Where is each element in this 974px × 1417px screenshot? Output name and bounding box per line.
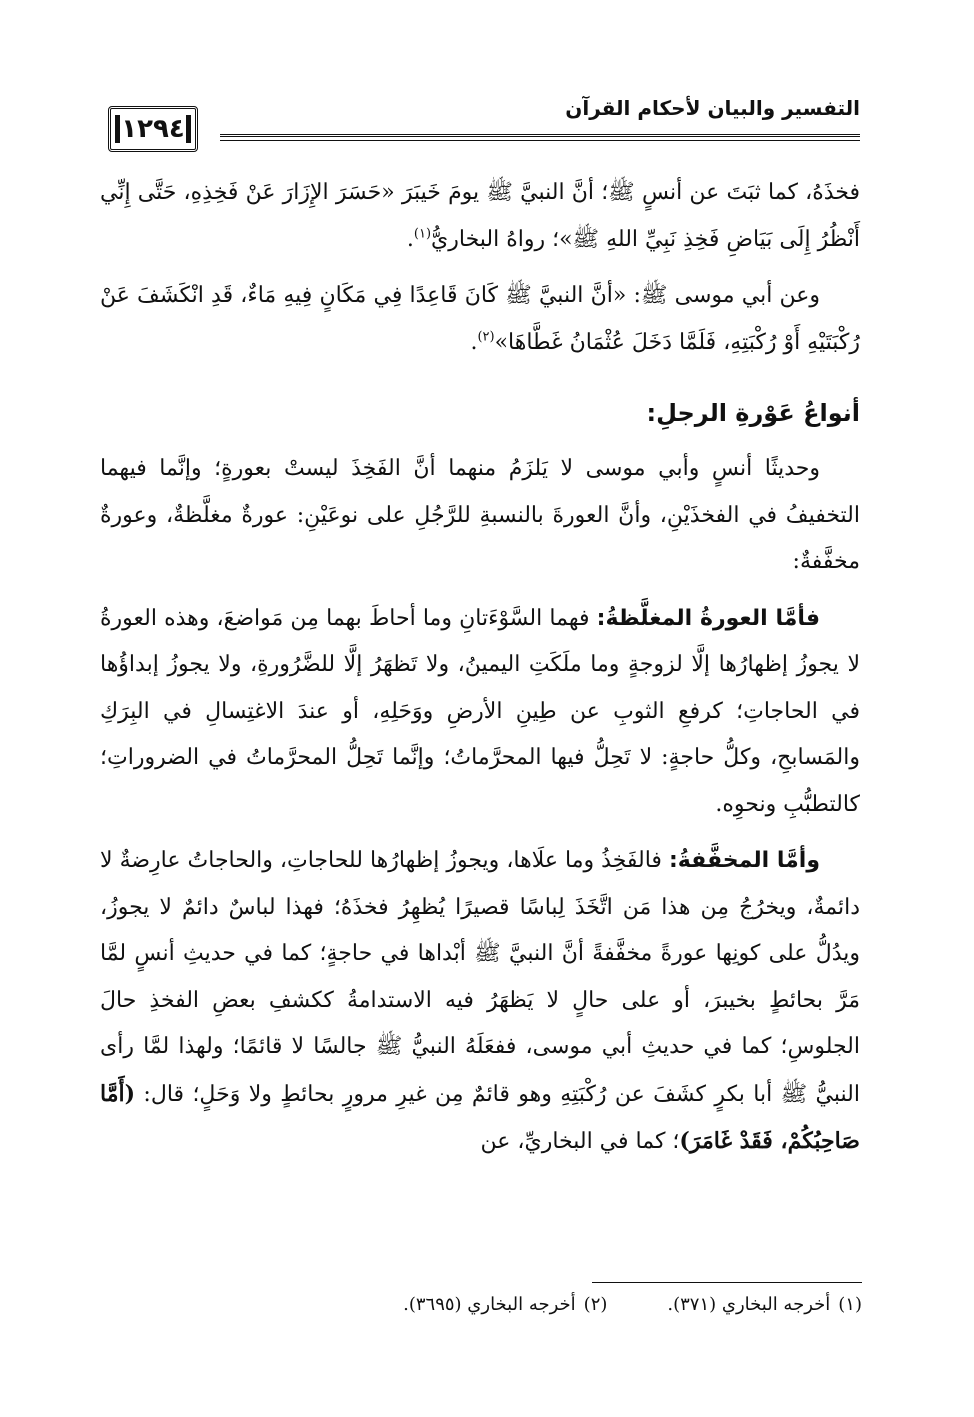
paragraph-tail: . — [406, 226, 414, 252]
paragraph-mughallaza — [100, 596, 860, 829]
paragraph-end: ؛ كما في البخاريِّ، عن — [480, 1129, 680, 1154]
section-heading: أنواعُ عَوْرةِ الرجلِ: — [646, 399, 860, 427]
paragraph-lead: فأمَّا العورةُ المغلَّظةُ: — [596, 605, 820, 631]
footnote-1 — [667, 1290, 862, 1320]
running-header — [108, 96, 860, 166]
paragraph-intro: وحديثًا أنسٍ وأبي موسى لا يَلزَمُ منهما أنَّ الفَخِذَ ليستْ بعورةٍ؛ وإنَّما فيهما التخفيفُ في الفخذَيْنِ، وأنَّ العورةَ بالنسبةِ للرَّجُلِ على نوعَيْنِ: عورةٌ مغلَّظةٌ، وعورةٌ مخفَّفةٌ: — [100, 456, 860, 574]
hadith-quote: (أَمَّا صَاحِبُكُمْ، فَقَدْ غَامَرَ) — [100, 1080, 860, 1154]
footnote-number: (٢) — [583, 1294, 608, 1315]
book-title: التفسير والبيان لأحكام القرآن — [565, 96, 860, 120]
paragraph-mukhaffafa — [100, 838, 860, 1166]
paragraph-lead: وأمَّا المخفَّفةُ: — [668, 848, 820, 873]
paragraph-text: فخذَهُ، كما ثبَتَ عن أنسٍ ﷺ؛ أنَّ النبيَّ ﷺ يومَ خَيبَرَ «حَسَرَ الإِزَارَ عَنْ فَخِذِهِ، حَتَّى إِنِّي أَنْظُرُ إِلَى بَيَاضِ فَخِذِ نَبِيِّ اللهِ ﷺ»؛ رواهُ البخاريُّ — [100, 180, 860, 252]
header-rule — [220, 134, 860, 141]
footnote-ref: (١) — [413, 226, 432, 242]
paragraph-text: فالفَخِذُ وما علَاها، ويجوزُ إظهارُها للحاجاتِ، والحاجاتُ عارِضةٌ لا دائمةٌ، ويخرُجُ مِن هذا مَن اتَّخَذَ لِباسًا قصيرًا يُظهِرُ فخذَهُ؛ فهذا لباسٌ دائمٌ لا يجوزُ، ويدُلُّ على كونِها عورةً مخفَّفةً أنَّ النبيَّ ﷺ أبْداها في حاجةٍ؛ كما في حديثِ أنسٍ لمَّا مَرَّ بحائطٍ بخيبرَ، أو على حالٍ لا يَظهَرُ فيه الاستدامةُ ككشفِ بعضِ الفخذِ حالَ الجلوسِ؛ كما في حديثِ أبي موسى، ففعَلَهُ النبيُّ ﷺ جالسًا لا قائمًا؛ ولهذا لمَّا رأى النبيُّ ﷺ أبا بكرٍ كشَفَ عن رُكْبَتِهِ وهو قائمٌ مِن غيرِ مرورٍ بحائطٍ ولا وَحَلٍ؛ قال: — [100, 848, 860, 1107]
footnote-ref: (٢) — [477, 329, 495, 345]
page-body — [100, 170, 860, 1176]
footnotes — [142, 1290, 862, 1320]
footnote-number: (١) — [838, 1294, 862, 1315]
paragraph-text: وعن أبي موسى ﷺ: «أنَّ النبيَّ ﷺ كَانَ قَاعِدًا فِي مَكَانٍ فِيهِ مَاءٌ، قَدِ انْكَشَفَ عَنْ رُكْبَتَيْهِ أَوْ رُكْبَتِهِ، فَلَمَّا دَخَلَ عُثْمَانُ غَطَّاهَا» — [100, 283, 860, 355]
paragraph-hadith-abu-musa — [100, 273, 860, 366]
footnote-rule — [592, 1282, 862, 1283]
footnote-2 — [403, 1290, 607, 1320]
paragraph-tail: . — [470, 329, 478, 355]
paragraph-hadith-anas — [100, 170, 860, 263]
paragraph-text: فهما السَّوْءَتانِ وما أحاطَ بهما مِن مَواضعَ، وهذه العورةُ لا يجوزُ إظهارُها إلَّا لزوجةٍ وما ملَكَتِ اليمينُ، ولا تَظهَرُ إلَّا للضَّرُورةِ، ولا يجوزُ إبداؤُها في الحاجاتِ؛ كرفعِ الثوبِ عن طِينِ الأرضِ ووَحَلِهِ، أو عندَ الاغتِسالِ في البِرَكِ والمَسابحِ، وكلُّ حاجةٍ: لا تَحِلُّ فيها المحرَّماتُ؛ وإنَّما تَحِلُّ المحرَّماتُ في الضروراتِ؛ كالتطبُّبِ ونحوِه. — [100, 605, 860, 817]
page-number: ١٢٩٤ — [108, 106, 198, 152]
footnote-text: أخرجه البخاري (٣٧١). — [667, 1294, 831, 1315]
footnote-text: أخرجه البخاري (٣٦٩٥). — [403, 1294, 576, 1315]
